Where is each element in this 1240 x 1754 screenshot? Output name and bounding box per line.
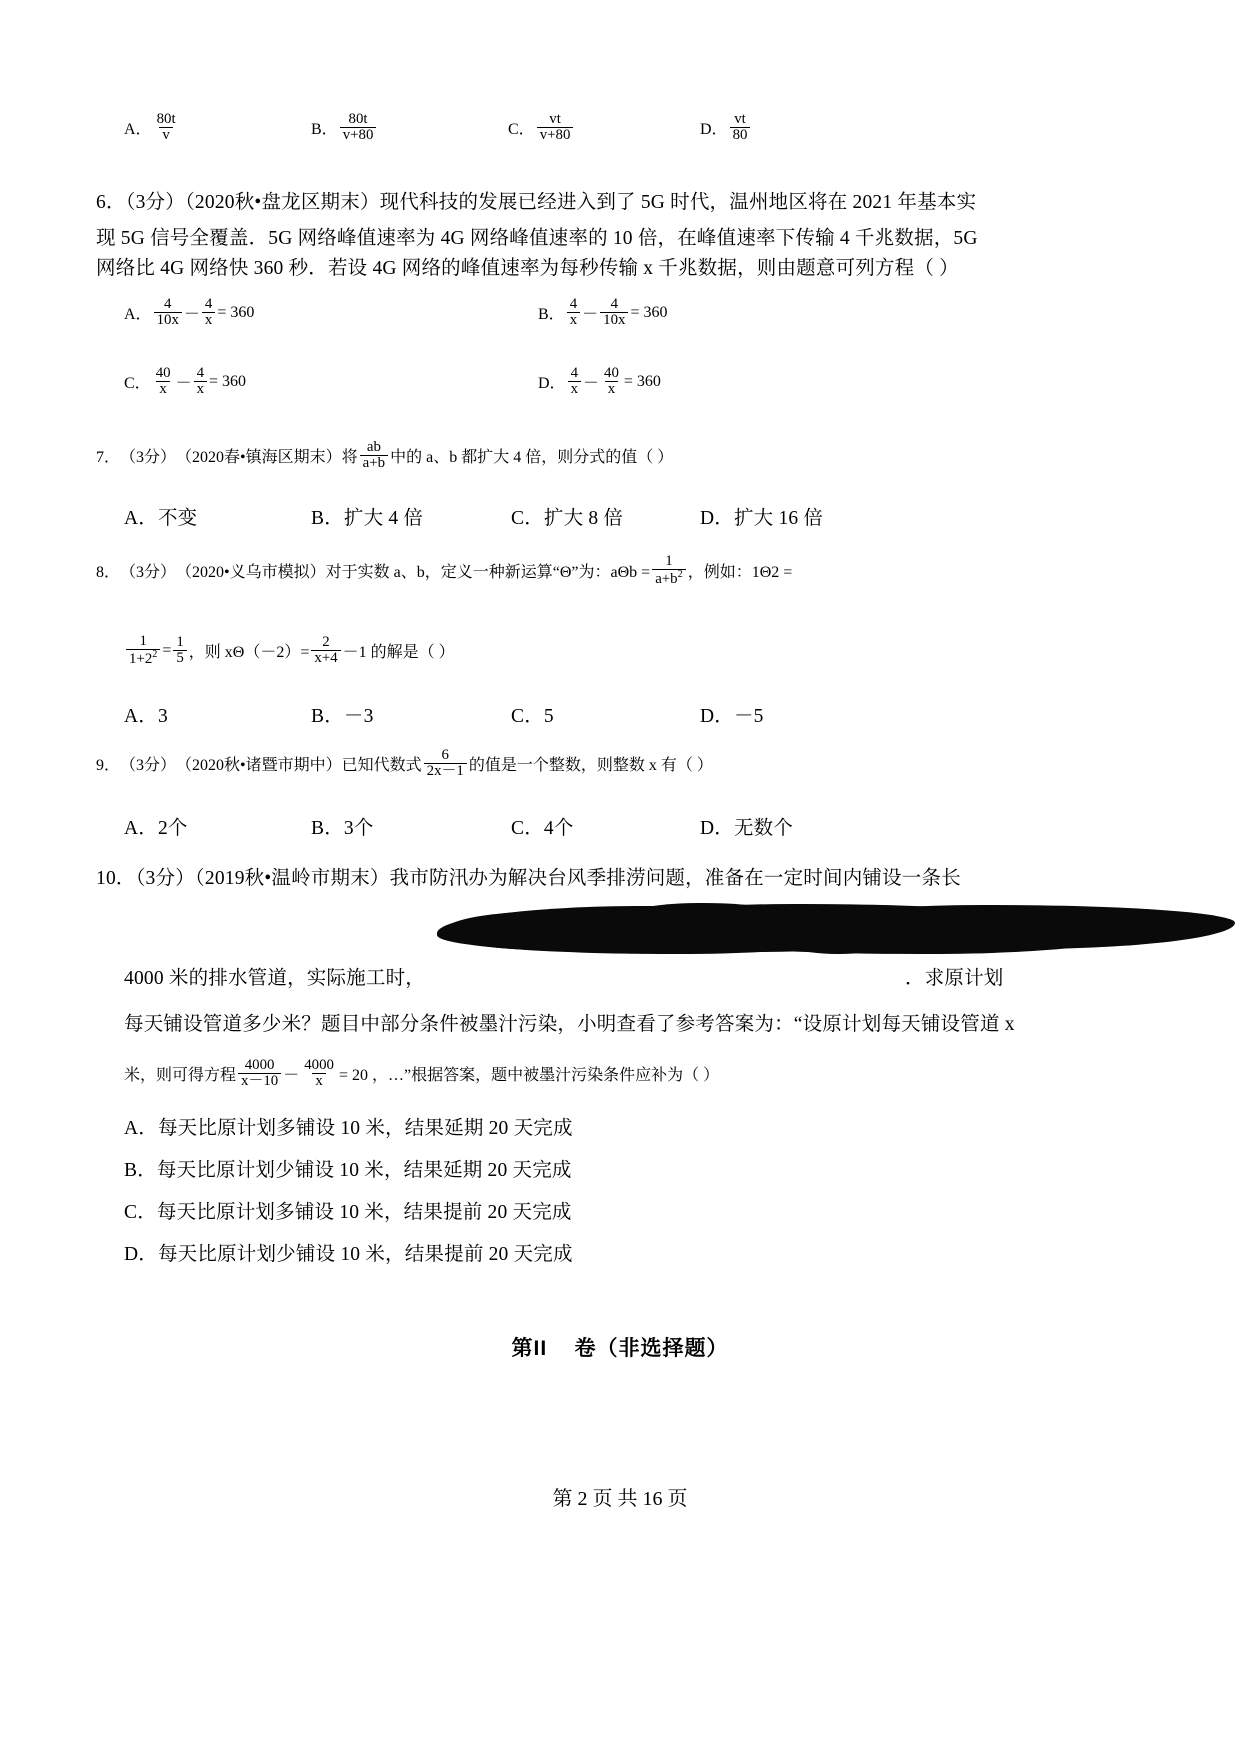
- q10-eq-num1: 4000: [244, 1057, 275, 1073]
- q5-option-b: [311, 112, 378, 143]
- q8-source: （2020•义乌市模拟）: [176, 564, 326, 582]
- q10-line2-after-blot: ．求原计划: [905, 968, 1004, 989]
- ink-blot-redaction-overlay-right: [770, 908, 905, 954]
- q6-opt-a-tail: = 360: [217, 303, 255, 321]
- q10-option-c-text: 每天比原计划多铺设 10 米，结果提前 20 天完成: [156, 1202, 572, 1223]
- q8-ex-denominator: [126, 649, 160, 667]
- q8-option-d: [700, 700, 764, 728]
- q5-option-a-fraction: [154, 112, 179, 143]
- q9-fraction: [424, 748, 467, 779]
- q7-source: （2020春•镇海区期末）: [176, 449, 342, 467]
- q5-option-d-label: D．: [700, 121, 728, 139]
- q9-line-1: [96, 748, 713, 779]
- q8-ex-den-base: 1+2: [129, 651, 153, 668]
- q9-option-d-label: D．: [700, 818, 734, 839]
- q10-option-a: [124, 1112, 573, 1140]
- q10-source: （2019秋•温岭市期末）: [194, 868, 390, 889]
- q10-equation-fraction-2: [301, 1058, 337, 1089]
- q8-def-numerator: 1: [665, 553, 673, 569]
- q6-option-b-fraction-1: [567, 297, 580, 328]
- q10-line-3: 每天铺设管道多少米？题目中部分条件被墨汁污染，小明查看了参考答案为：“设原计划每天铺设管道 x: [124, 1014, 1015, 1035]
- q10-eq-den1: x－10: [238, 1073, 281, 1089]
- q10-line-2: [124, 962, 425, 990]
- q6-opt-b-den2: 10x: [600, 312, 628, 328]
- q10-line-4: [124, 1058, 719, 1089]
- q8-option-a-text: 3: [157, 706, 168, 727]
- q5-option-d-denominator: 80: [730, 127, 751, 143]
- q10-option-c: [124, 1196, 572, 1224]
- q6-opt-d-den1: x: [568, 381, 581, 397]
- q8-option-b-text: －3: [343, 706, 374, 727]
- q6-option-b-fraction-2: [600, 297, 628, 328]
- q7-fraction: [360, 440, 388, 471]
- q7-option-d-label: D．: [700, 508, 734, 529]
- q5-option-c: [508, 112, 575, 143]
- q10-line-2-tail: [905, 962, 1004, 990]
- section-heading-suffix: 卷（非选择题）: [574, 1337, 729, 1360]
- q7-option-b-text: 扩大 4 倍: [343, 508, 424, 529]
- q8-equation-fraction: [311, 635, 340, 666]
- q6-line1-text: 现代科技的发展已经进入到了 5G 时代，温州地区将在 2021 年基本实: [379, 192, 977, 213]
- q9-option-c-text: 4个: [543, 818, 574, 839]
- q5-option-c-numerator: vt: [549, 111, 561, 127]
- q7-text-after: 中的 a、b 都扩大 4 倍，则分式的值（ ）: [390, 449, 674, 467]
- q6-opt-b-operator: －: [582, 306, 599, 324]
- q6-line-2: 现 5G 信号全覆盖．5G 网络峰值速率为 4G 网络峰值速率的 10 倍，在峰值速率下传输 4 千兆数据，5G: [96, 228, 978, 249]
- q8-line-1: [96, 554, 792, 587]
- q6-opt-c-tail: = 360: [209, 372, 247, 390]
- q5-option-a-label: A．: [124, 121, 152, 139]
- q6-opt-d-den2: x: [605, 381, 618, 397]
- q7-option-d-text: 扩大 16 倍: [733, 508, 824, 529]
- q6-opt-b-num2: 4: [610, 296, 619, 312]
- q8-option-d-label: D．: [700, 706, 734, 727]
- section-heading: [0, 1332, 1240, 1362]
- q8-eq-numerator: 2: [322, 633, 330, 650]
- q6-option-a-label: A．: [124, 306, 152, 324]
- q6-opt-c-num2: 4: [196, 365, 205, 381]
- q9-text-before: 已知代数式: [341, 757, 422, 775]
- q5-option-b-numerator: 80t: [348, 111, 368, 127]
- q6-opt-d-num1: 4: [570, 365, 578, 381]
- q8-option-c-text: 5: [543, 706, 554, 727]
- q5-option-d: [700, 112, 752, 143]
- q10-eq-num2: 4000: [304, 1057, 334, 1073]
- q9-option-d-text: 无数个: [733, 818, 794, 839]
- q5-option-c-fraction: [537, 112, 574, 143]
- q9-score: （3分）: [120, 757, 177, 775]
- q6-opt-a-den1: 10x: [154, 312, 182, 328]
- q5-option-b-denominator: v+80: [340, 127, 377, 143]
- q6-score: （3分）: [125, 192, 185, 213]
- q6-line-1: [96, 186, 976, 214]
- q5-option-d-fraction: [730, 112, 751, 143]
- page-footer: 第 2 页 共 16 页: [552, 1488, 688, 1510]
- q6-opt-b-tail: = 360: [630, 303, 668, 321]
- q8-res-numerator: 1: [176, 633, 184, 650]
- q6-opt-c-operator: －: [175, 375, 192, 393]
- q8-equals-sign: =: [162, 641, 172, 659]
- q9-text-after: 的值是一个整数，则整数 x 有（ ）: [468, 757, 713, 775]
- q6-opt-a-num1: 4: [164, 296, 172, 312]
- q10-option-a-text: 每天比原计划多铺设 10 米，结果延期 20 天完成: [157, 1118, 573, 1139]
- q9-option-a-text: 2个: [157, 818, 188, 839]
- q8-def-denominator: [652, 569, 686, 587]
- q6-option-d: [538, 366, 661, 397]
- q6-option-a: [124, 297, 254, 328]
- q8-eq-denominator: x+4: [311, 650, 340, 666]
- q6-line-3: 网络比 4G 网络快 360 秒．若设 4G 网络的峰值速率为每秒传输 x 千兆数据，则由题意可列方程（ ）: [96, 258, 959, 279]
- q8-def-den-base: a+b: [655, 571, 678, 588]
- q8-ex-numerator: 1: [139, 633, 147, 649]
- q10-number: 10．: [96, 868, 136, 889]
- q5-option-a-denominator: v: [159, 127, 172, 143]
- q8-option-a: [124, 700, 168, 728]
- q8-option-c-label: C．: [511, 706, 544, 727]
- q6-option-a-fraction-1: [154, 297, 182, 328]
- q6-opt-b-den1: x: [567, 312, 580, 328]
- q7-option-a-label: A．: [124, 508, 158, 529]
- q6-opt-d-operator: －: [583, 375, 600, 393]
- q9-option-d: [700, 812, 793, 840]
- q7-number: 7．: [96, 449, 121, 467]
- q9-source: （2020秋•诸暨市期中）: [176, 757, 342, 775]
- q7-option-b-label: B．: [311, 508, 344, 529]
- q5-option-a: [124, 112, 181, 143]
- q9-number: 9．: [96, 757, 121, 775]
- q6-option-b: [538, 297, 667, 328]
- q6-opt-b-num1: 4: [569, 296, 578, 312]
- q6-option-d-fraction-1: [568, 366, 581, 397]
- q10-line-1: [96, 862, 961, 890]
- q8-line-2: [124, 634, 455, 667]
- q7-option-a-text: 不变: [157, 508, 198, 529]
- q6-option-c-fraction-1: [153, 366, 174, 397]
- q6-option-c-fraction-2: [194, 366, 207, 397]
- q9-option-b-text: 3个: [343, 818, 374, 839]
- q10-eq-operator: －: [283, 1067, 300, 1085]
- q9-option-a-label: A．: [124, 818, 158, 839]
- q9-option-b-label: B．: [311, 818, 344, 839]
- q10-option-d-text: 每天比原计划少铺设 10 米，结果提前 20 天完成: [157, 1244, 573, 1265]
- q7-fraction-denominator: a+b: [360, 455, 388, 471]
- q8-option-d-text: －5: [733, 706, 764, 727]
- q7-score: （3分）: [120, 449, 177, 467]
- q10-option-b-text: 每天比原计划少铺设 10 米，结果延期 20 天完成: [156, 1160, 572, 1181]
- q9-option-b: [311, 812, 374, 840]
- q8-number: 8．: [96, 564, 121, 582]
- q6-opt-d-tail: = 360: [623, 372, 661, 390]
- q7-option-c-text: 扩大 8 倍: [543, 508, 624, 529]
- q10-line1-text: 我市防汛办为解决台风季排涝问题，准备在一定时间内铺设一条长: [389, 868, 961, 889]
- q8-option-b-label: B．: [311, 706, 344, 727]
- q6-option-c: [124, 366, 246, 397]
- q7-option-c-label: C．: [511, 508, 544, 529]
- q8-def-den-exponent: 2: [677, 569, 683, 581]
- q6-option-d-label: D．: [538, 375, 566, 393]
- q5-option-b-fraction: [340, 112, 377, 143]
- q8-line1-text-b: ，例如：1Θ2 =: [687, 564, 793, 582]
- q8-example-fraction: [126, 634, 160, 667]
- q6-opt-c-num1: 40: [155, 365, 171, 381]
- q7-line-1: [96, 440, 673, 471]
- q6-opt-c-den1: x: [156, 381, 169, 397]
- q8-option-a-label: A．: [124, 706, 158, 727]
- q10-line4-before: 米，则可得方程: [124, 1067, 237, 1085]
- q7-text-before: 将: [341, 449, 358, 467]
- q5-option-d-numerator: vt: [734, 111, 746, 127]
- q6-opt-d-num2: 40: [604, 365, 619, 381]
- q6-source: （2020秋•盘龙区期末）: [184, 192, 380, 213]
- q5-option-c-label: C．: [508, 121, 535, 139]
- q10-option-c-label: C．: [124, 1202, 157, 1223]
- q10-eq-den2: x: [312, 1073, 325, 1089]
- q5-option-a-numerator: 80t: [156, 111, 176, 127]
- q8-option-b: [311, 700, 374, 728]
- q6-option-b-label: B．: [538, 306, 565, 324]
- q10-score: （3分）: [135, 868, 195, 889]
- q10-option-b: [124, 1154, 572, 1182]
- q7-option-d: [700, 502, 823, 530]
- q10-option-d-label: D．: [124, 1244, 158, 1265]
- q9-option-c-label: C．: [511, 818, 544, 839]
- section-heading-prefix: 第: [511, 1337, 534, 1360]
- q10-equation-fraction-1: [238, 1058, 281, 1089]
- q6-option-d-fraction-2: [601, 366, 622, 397]
- q8-result-fraction: [173, 635, 186, 666]
- q9-option-c: [511, 812, 574, 840]
- q6-opt-c-den2: x: [194, 381, 207, 397]
- q10-eq-tail: = 20 ，…”根据答案，题中被墨汁污染条件应补为（ ）: [338, 1067, 720, 1085]
- q10-option-a-label: A．: [124, 1118, 158, 1139]
- q6-number: 6．: [96, 192, 126, 213]
- section-heading-roman: II: [533, 1337, 548, 1360]
- q8-definition-fraction: [652, 554, 686, 587]
- q7-option-b: [311, 502, 423, 530]
- q10-line2-before-blot: 4000 米的排水管道，实际施工时，: [124, 968, 425, 989]
- q9-option-a: [124, 812, 188, 840]
- q10-option-d: [124, 1238, 573, 1266]
- q8-line2-text-a: ，则 xΘ（－2）=: [188, 644, 310, 662]
- q7-option-a: [124, 502, 197, 530]
- q8-line1-text-a: 对于实数 a、b，定义一种新运算“Θ”为：aΘb =: [325, 564, 651, 582]
- q5-option-c-denominator: v+80: [537, 127, 574, 143]
- q7-option-c: [511, 502, 623, 530]
- q7-fraction-numerator: ab: [366, 439, 381, 455]
- q9-fraction-numerator: 6: [441, 747, 449, 763]
- q8-line2-text-b: －1 的解是（ ）: [342, 644, 455, 662]
- q6-opt-a-den2: x: [202, 312, 215, 328]
- q5-option-b-label: B．: [311, 121, 338, 139]
- q8-option-c: [511, 700, 554, 728]
- q8-res-denominator: 5: [173, 650, 186, 666]
- q6-option-a-fraction-2: [202, 297, 215, 328]
- q10-option-b-label: B．: [124, 1160, 157, 1181]
- q6-opt-a-operator: －: [183, 306, 200, 324]
- q8-score: （3分）: [120, 564, 177, 582]
- q6-opt-a-num2: 4: [204, 296, 213, 312]
- q8-ex-den-exponent: 2: [152, 649, 158, 661]
- q9-fraction-denominator: 2x－1: [424, 763, 467, 779]
- q6-option-c-label: C．: [124, 375, 151, 393]
